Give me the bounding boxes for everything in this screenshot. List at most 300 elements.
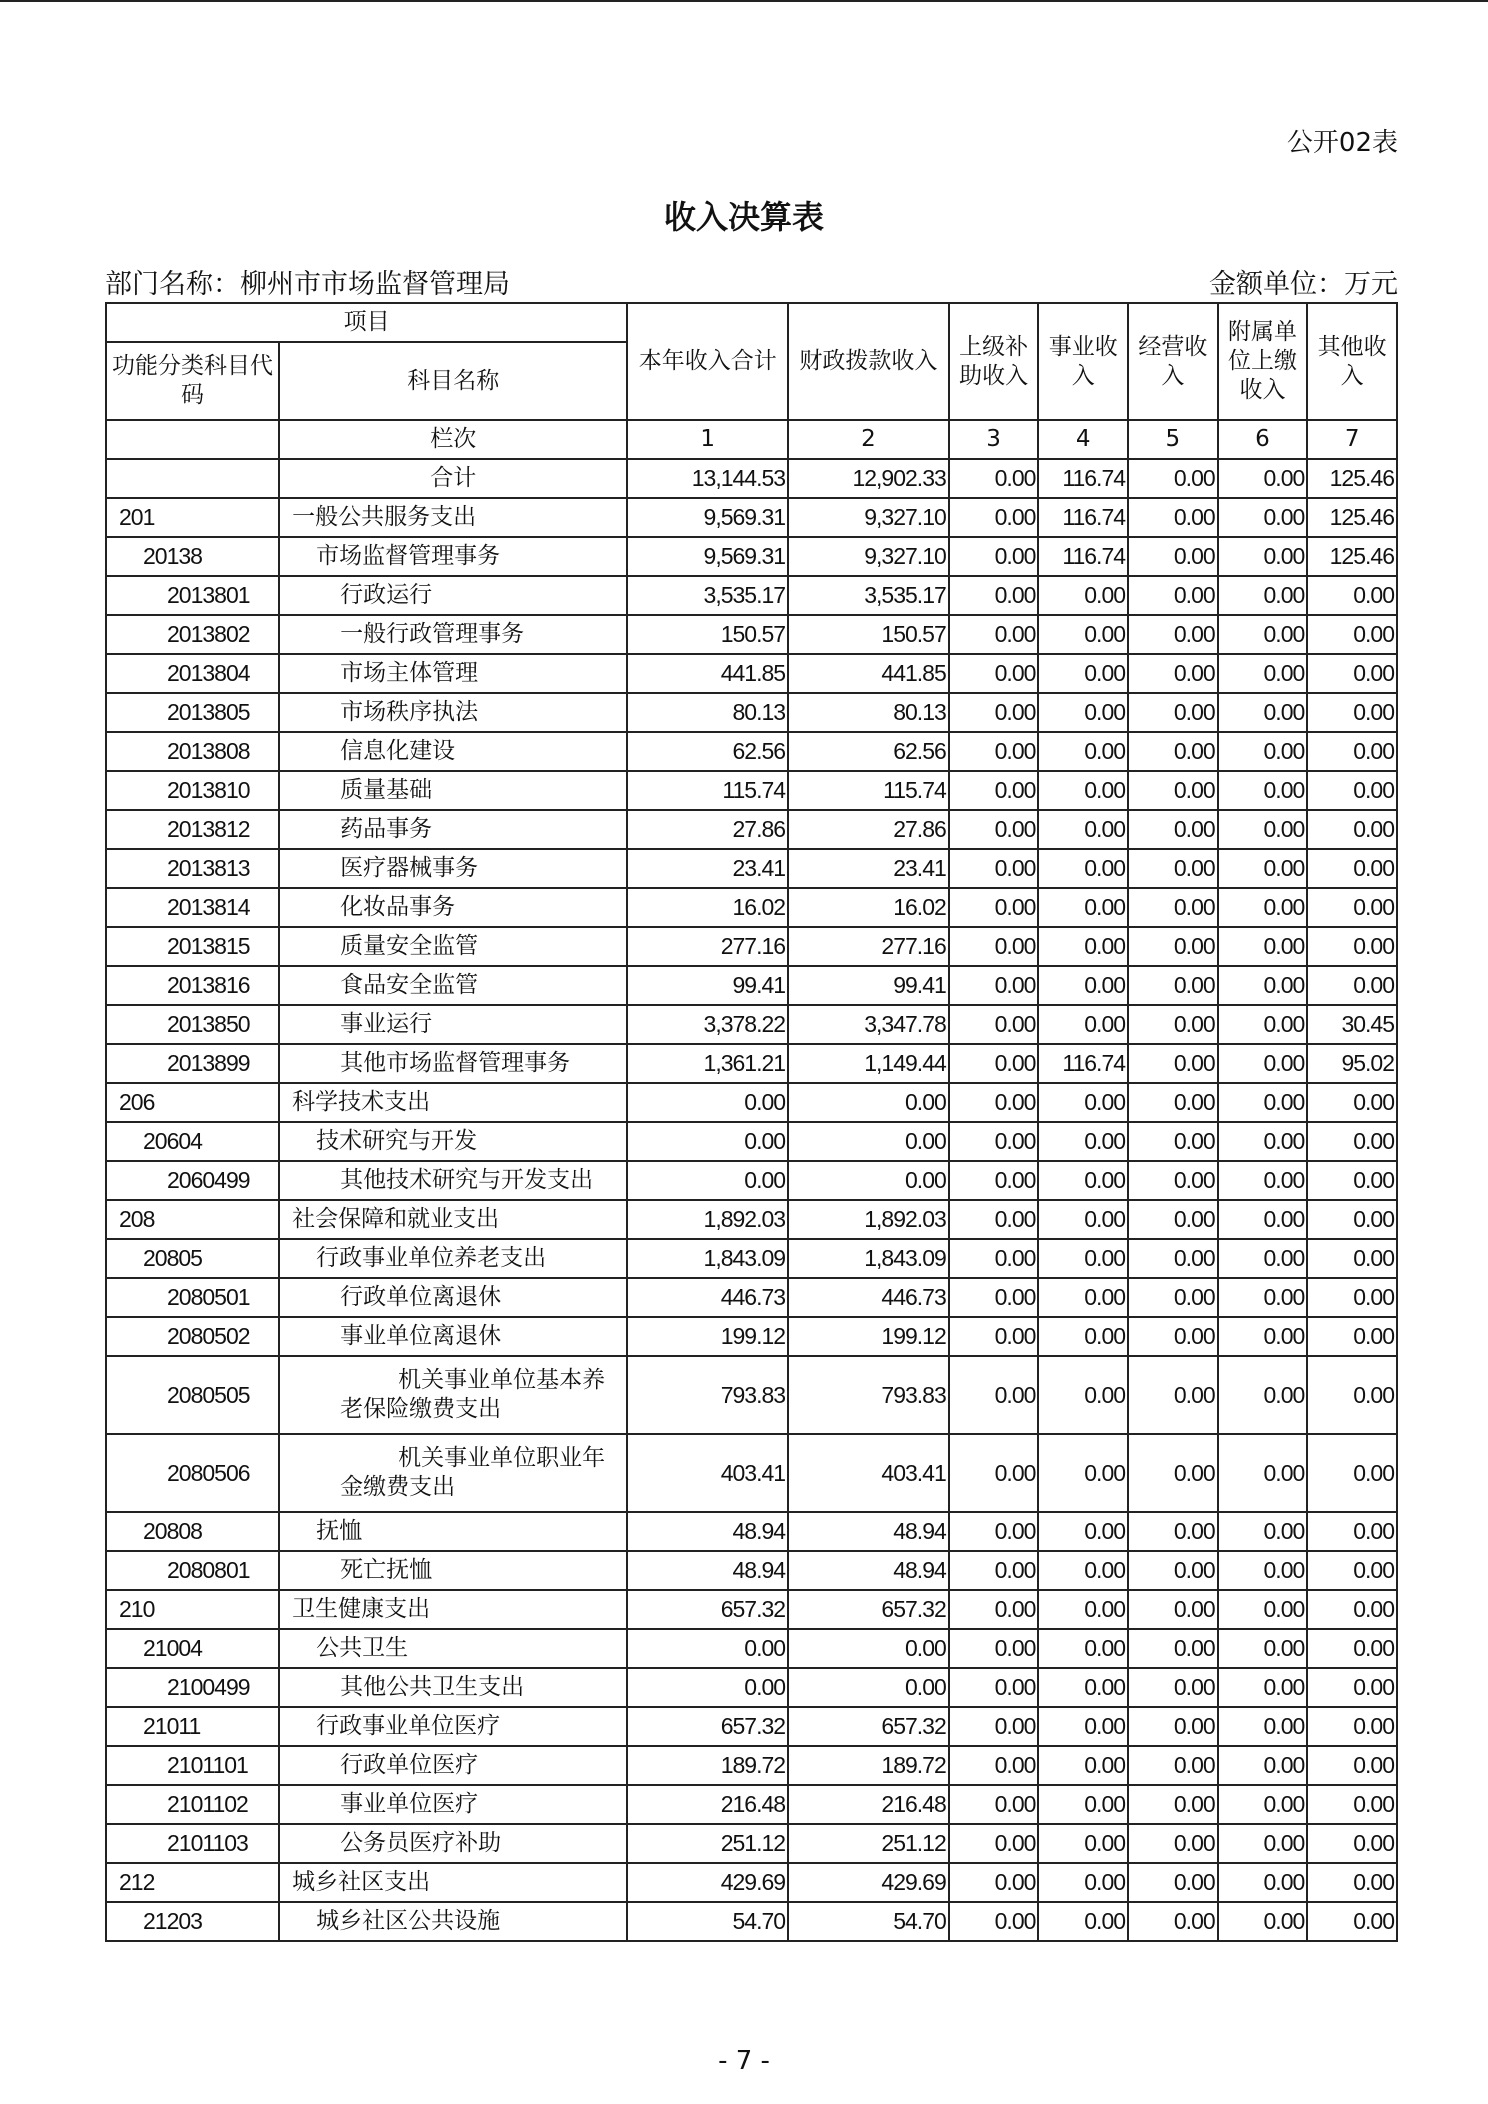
row-name: 卫生健康支出 xyxy=(279,1590,627,1629)
table-row xyxy=(106,1278,1397,1317)
row-code: 21011 xyxy=(106,1707,279,1746)
row-value: 0.00 xyxy=(1038,1083,1128,1122)
row-code: 2080502 xyxy=(106,1317,279,1356)
header-col-2: 财政拨款收入 xyxy=(788,303,949,420)
row-name: 事业单位医疗 xyxy=(279,1785,627,1824)
row-name: 行政单位医疗 xyxy=(279,1746,627,1785)
row-value: 0.00 xyxy=(1128,1317,1218,1356)
row-value: 1,361.21 xyxy=(627,1044,788,1083)
header-col-7: 其他收入 xyxy=(1307,303,1397,420)
index-row xyxy=(106,420,1397,459)
row-value: 0.00 xyxy=(1307,1902,1397,1941)
row-value: 189.72 xyxy=(627,1746,788,1785)
total-value: 0.00 xyxy=(949,459,1039,498)
row-value: 0.00 xyxy=(1038,927,1128,966)
row-value: 0.00 xyxy=(949,1239,1039,1278)
row-name: 城乡社区公共设施 xyxy=(279,1902,627,1941)
row-value: 0.00 xyxy=(1307,1239,1397,1278)
row-value: 0.00 xyxy=(949,1785,1039,1824)
row-value: 150.57 xyxy=(788,615,949,654)
row-value: 0.00 xyxy=(1218,927,1308,966)
row-value: 657.32 xyxy=(627,1707,788,1746)
row-value: 0.00 xyxy=(1128,888,1218,927)
row-value: 0.00 xyxy=(1038,1317,1128,1356)
row-value: 116.74 xyxy=(1038,1044,1128,1083)
row-value: 0.00 xyxy=(1307,966,1397,1005)
row-value: 48.94 xyxy=(627,1512,788,1551)
row-name: 机关事业单位职业年金缴费支出 xyxy=(279,1434,627,1512)
table-row xyxy=(106,654,1397,693)
row-value: 0.00 xyxy=(1038,1200,1128,1239)
row-value: 30.45 xyxy=(1307,1005,1397,1044)
row-code: 2013804 xyxy=(106,654,279,693)
row-value: 0.00 xyxy=(1218,1044,1308,1083)
row-value: 125.46 xyxy=(1307,498,1397,537)
row-code: 2101102 xyxy=(106,1785,279,1824)
row-name: 社会保障和就业支出 xyxy=(279,1200,627,1239)
table-row xyxy=(106,888,1397,927)
row-value: 793.83 xyxy=(627,1356,788,1434)
row-value: 0.00 xyxy=(1038,1629,1128,1668)
row-value: 0.00 xyxy=(1218,966,1308,1005)
total-empty xyxy=(106,459,279,498)
row-code: 2013801 xyxy=(106,576,279,615)
row-value: 3,535.17 xyxy=(627,576,788,615)
row-value: 277.16 xyxy=(627,927,788,966)
row-value: 0.00 xyxy=(627,1668,788,1707)
row-value: 0.00 xyxy=(1128,1902,1218,1941)
total-value: 125.46 xyxy=(1307,459,1397,498)
row-value: 0.00 xyxy=(1128,771,1218,810)
table-row xyxy=(106,1122,1397,1161)
row-value: 0.00 xyxy=(1218,771,1308,810)
row-value: 0.00 xyxy=(1038,1707,1128,1746)
row-value: 0.00 xyxy=(1218,1239,1308,1278)
row-value: 23.41 xyxy=(627,849,788,888)
row-value: 429.69 xyxy=(627,1863,788,1902)
row-value: 0.00 xyxy=(1038,1161,1128,1200)
row-value: 115.74 xyxy=(627,771,788,810)
row-value: 1,892.03 xyxy=(788,1200,949,1239)
row-value: 0.00 xyxy=(1218,1707,1308,1746)
row-value: 0.00 xyxy=(1218,1317,1308,1356)
row-value: 0.00 xyxy=(1218,1746,1308,1785)
index-3: 3 xyxy=(949,420,1039,459)
row-value: 0.00 xyxy=(627,1122,788,1161)
table-row xyxy=(106,849,1397,888)
row-code: 2013802 xyxy=(106,615,279,654)
table-row xyxy=(106,693,1397,732)
row-value: 0.00 xyxy=(949,498,1039,537)
row-code: 2013814 xyxy=(106,888,279,927)
row-value: 0.00 xyxy=(1128,849,1218,888)
table-row xyxy=(106,1668,1397,1707)
row-name: 质量基础 xyxy=(279,771,627,810)
row-value: 9,569.31 xyxy=(627,537,788,576)
row-value: 0.00 xyxy=(949,1356,1039,1434)
row-value: 0.00 xyxy=(949,576,1039,615)
row-name: 抚恤 xyxy=(279,1512,627,1551)
row-value: 0.00 xyxy=(1218,1668,1308,1707)
row-value: 0.00 xyxy=(949,1824,1039,1863)
row-value: 0.00 xyxy=(1307,771,1397,810)
table-row xyxy=(106,1863,1397,1902)
row-value: 0.00 xyxy=(1218,498,1308,537)
row-value: 95.02 xyxy=(1307,1044,1397,1083)
row-value: 0.00 xyxy=(1218,1551,1308,1590)
row-value: 0.00 xyxy=(1038,849,1128,888)
row-value: 0.00 xyxy=(949,810,1039,849)
row-value: 0.00 xyxy=(1218,732,1308,771)
row-value: 0.00 xyxy=(1307,1629,1397,1668)
row-value: 0.00 xyxy=(1218,849,1308,888)
row-value: 0.00 xyxy=(949,693,1039,732)
row-code: 2013816 xyxy=(106,966,279,1005)
row-value: 0.00 xyxy=(1218,1161,1308,1200)
row-value: 0.00 xyxy=(949,927,1039,966)
row-value: 0.00 xyxy=(949,1863,1039,1902)
row-value: 441.85 xyxy=(627,654,788,693)
row-name: 一般公共服务支出 xyxy=(279,498,627,537)
row-value: 0.00 xyxy=(1128,1590,1218,1629)
row-code: 20604 xyxy=(106,1122,279,1161)
row-code: 21203 xyxy=(106,1902,279,1941)
row-code: 2080505 xyxy=(106,1356,279,1434)
row-value: 0.00 xyxy=(1128,1161,1218,1200)
row-value: 9,569.31 xyxy=(627,498,788,537)
total-value: 12,902.33 xyxy=(788,459,949,498)
index-6: 6 xyxy=(1218,420,1308,459)
row-value: 125.46 xyxy=(1307,537,1397,576)
row-value: 0.00 xyxy=(1038,1824,1128,1863)
row-value: 216.48 xyxy=(788,1785,949,1824)
row-value: 0.00 xyxy=(949,1707,1039,1746)
table-row xyxy=(106,498,1397,537)
row-value: 0.00 xyxy=(1038,966,1128,1005)
row-value: 446.73 xyxy=(788,1278,949,1317)
row-value: 23.41 xyxy=(788,849,949,888)
row-code: 20805 xyxy=(106,1239,279,1278)
row-value: 0.00 xyxy=(1128,1044,1218,1083)
row-value: 0.00 xyxy=(949,1629,1039,1668)
row-name: 市场监督管理事务 xyxy=(279,537,627,576)
row-value: 0.00 xyxy=(949,1551,1039,1590)
row-value: 0.00 xyxy=(1128,1629,1218,1668)
table-row xyxy=(106,1317,1397,1356)
row-code: 2100499 xyxy=(106,1668,279,1707)
row-value: 0.00 xyxy=(1307,654,1397,693)
income-table xyxy=(105,302,1398,1942)
table-row xyxy=(106,966,1397,1005)
row-value: 441.85 xyxy=(788,654,949,693)
row-value: 0.00 xyxy=(1128,732,1218,771)
row-value: 0.00 xyxy=(1038,1785,1128,1824)
row-value: 0.00 xyxy=(1307,888,1397,927)
row-value: 793.83 xyxy=(788,1356,949,1434)
row-value: 0.00 xyxy=(1307,1824,1397,1863)
row-name: 其他公共卫生支出 xyxy=(279,1668,627,1707)
index-label: 栏次 xyxy=(279,420,627,459)
row-value: 3,347.78 xyxy=(788,1005,949,1044)
row-value: 0.00 xyxy=(949,1122,1039,1161)
row-name: 其他技术研究与开发支出 xyxy=(279,1161,627,1200)
row-value: 0.00 xyxy=(1218,1824,1308,1863)
table-row xyxy=(106,1044,1397,1083)
index-2: 2 xyxy=(788,420,949,459)
row-value: 0.00 xyxy=(1128,927,1218,966)
row-value: 0.00 xyxy=(1128,1512,1218,1551)
table-row xyxy=(106,1746,1397,1785)
row-value: 0.00 xyxy=(1218,693,1308,732)
row-value: 54.70 xyxy=(788,1902,949,1941)
row-value: 0.00 xyxy=(1038,888,1128,927)
row-value: 0.00 xyxy=(1307,1434,1397,1512)
row-value: 3,378.22 xyxy=(627,1005,788,1044)
row-value: 0.00 xyxy=(788,1083,949,1122)
row-name: 信息化建设 xyxy=(279,732,627,771)
row-value: 0.00 xyxy=(1307,927,1397,966)
row-value: 1,843.09 xyxy=(788,1239,949,1278)
row-value: 0.00 xyxy=(1218,888,1308,927)
table-row xyxy=(106,810,1397,849)
row-code: 208 xyxy=(106,1200,279,1239)
row-value: 0.00 xyxy=(1307,810,1397,849)
table-row xyxy=(106,1590,1397,1629)
row-value: 216.48 xyxy=(627,1785,788,1824)
row-value: 251.12 xyxy=(788,1824,949,1863)
row-value: 0.00 xyxy=(949,732,1039,771)
row-name: 质量安全监管 xyxy=(279,927,627,966)
row-value: 0.00 xyxy=(1128,1863,1218,1902)
row-value: 116.74 xyxy=(1038,537,1128,576)
row-value: 0.00 xyxy=(1128,1824,1218,1863)
row-value: 0.00 xyxy=(1218,615,1308,654)
row-name: 化妆品事务 xyxy=(279,888,627,927)
row-value: 0.00 xyxy=(1038,693,1128,732)
row-value: 1,892.03 xyxy=(627,1200,788,1239)
row-value: 54.70 xyxy=(627,1902,788,1941)
row-value: 0.00 xyxy=(1038,1005,1128,1044)
row-code: 21004 xyxy=(106,1629,279,1668)
row-value: 0.00 xyxy=(1128,615,1218,654)
row-code: 2013810 xyxy=(106,771,279,810)
row-value: 0.00 xyxy=(1218,576,1308,615)
row-value: 0.00 xyxy=(1307,1551,1397,1590)
row-value: 0.00 xyxy=(1307,1707,1397,1746)
row-name: 一般行政管理事务 xyxy=(279,615,627,654)
total-value: 0.00 xyxy=(1128,459,1218,498)
table-row xyxy=(106,1824,1397,1863)
total-value: 13,144.53 xyxy=(627,459,788,498)
row-code: 2013813 xyxy=(106,849,279,888)
table-row xyxy=(106,1902,1397,1941)
row-code: 2013812 xyxy=(106,810,279,849)
header-col-4: 事业收入 xyxy=(1038,303,1128,420)
row-value: 657.32 xyxy=(788,1590,949,1629)
row-value: 0.00 xyxy=(1128,1551,1218,1590)
row-value: 446.73 xyxy=(627,1278,788,1317)
row-value: 0.00 xyxy=(1128,1200,1218,1239)
row-value: 0.00 xyxy=(1307,1122,1397,1161)
row-value: 0.00 xyxy=(627,1629,788,1668)
table-row xyxy=(106,576,1397,615)
index-7: 7 xyxy=(1307,420,1397,459)
row-code: 2013808 xyxy=(106,732,279,771)
row-value: 0.00 xyxy=(1218,1863,1308,1902)
page-number: - 7 - xyxy=(718,2046,770,2076)
row-value: 0.00 xyxy=(1218,1005,1308,1044)
row-value: 0.00 xyxy=(949,1902,1039,1941)
row-value: 0.00 xyxy=(949,1083,1039,1122)
row-value: 0.00 xyxy=(1218,1434,1308,1512)
row-value: 189.72 xyxy=(788,1746,949,1785)
row-value: 0.00 xyxy=(1218,1278,1308,1317)
row-value: 0.00 xyxy=(1128,1434,1218,1512)
row-name: 科学技术支出 xyxy=(279,1083,627,1122)
row-value: 0.00 xyxy=(949,1317,1039,1356)
row-value: 0.00 xyxy=(1038,1863,1128,1902)
row-value: 0.00 xyxy=(1307,1512,1397,1551)
row-value: 0.00 xyxy=(1307,1863,1397,1902)
row-value: 80.13 xyxy=(788,693,949,732)
row-name: 行政运行 xyxy=(279,576,627,615)
row-value: 0.00 xyxy=(627,1083,788,1122)
row-value: 0.00 xyxy=(1218,1083,1308,1122)
row-value: 0.00 xyxy=(949,966,1039,1005)
row-name: 医疗器械事务 xyxy=(279,849,627,888)
row-name: 其他市场监督管理事务 xyxy=(279,1044,627,1083)
row-value: 0.00 xyxy=(1128,1005,1218,1044)
row-value: 0.00 xyxy=(1038,1278,1128,1317)
row-code: 206 xyxy=(106,1083,279,1122)
row-code: 2101103 xyxy=(106,1824,279,1863)
row-value: 0.00 xyxy=(949,1161,1039,1200)
row-value: 0.00 xyxy=(1038,1512,1128,1551)
row-value: 27.86 xyxy=(627,810,788,849)
row-value: 0.00 xyxy=(1307,1590,1397,1629)
row-value: 0.00 xyxy=(1128,966,1218,1005)
row-value: 0.00 xyxy=(1128,576,1218,615)
row-value: 0.00 xyxy=(1307,1083,1397,1122)
table-row xyxy=(106,1200,1397,1239)
row-code: 212 xyxy=(106,1863,279,1902)
row-value: 0.00 xyxy=(1038,1239,1128,1278)
row-value: 0.00 xyxy=(1038,810,1128,849)
row-value: 0.00 xyxy=(1128,1785,1218,1824)
row-code: 2013815 xyxy=(106,927,279,966)
row-value: 0.00 xyxy=(949,615,1039,654)
row-value: 0.00 xyxy=(949,771,1039,810)
row-value: 0.00 xyxy=(1128,810,1218,849)
row-value: 9,327.10 xyxy=(788,537,949,576)
row-value: 0.00 xyxy=(1307,1278,1397,1317)
row-value: 0.00 xyxy=(1218,1902,1308,1941)
row-value: 99.41 xyxy=(788,966,949,1005)
index-empty xyxy=(106,420,279,459)
row-value: 0.00 xyxy=(1038,576,1128,615)
row-value: 0.00 xyxy=(1307,576,1397,615)
row-name: 行政事业单位医疗 xyxy=(279,1707,627,1746)
row-value: 199.12 xyxy=(788,1317,949,1356)
index-4: 4 xyxy=(1038,420,1128,459)
row-code: 2080501 xyxy=(106,1278,279,1317)
row-value: 0.00 xyxy=(1128,498,1218,537)
table-row xyxy=(106,537,1397,576)
table-row xyxy=(106,1239,1397,1278)
table-row xyxy=(106,615,1397,654)
row-value: 48.94 xyxy=(788,1551,949,1590)
row-name: 机关事业单位基本养老保险缴费支出 xyxy=(279,1356,627,1434)
table-row xyxy=(106,1512,1397,1551)
page-title: 收入决算表 xyxy=(663,198,824,236)
row-value: 0.00 xyxy=(1307,693,1397,732)
row-value: 0.00 xyxy=(1218,1122,1308,1161)
row-value: 199.12 xyxy=(627,1317,788,1356)
row-name: 公务员医疗补助 xyxy=(279,1824,627,1863)
row-name: 药品事务 xyxy=(279,810,627,849)
row-value: 0.00 xyxy=(1128,693,1218,732)
row-value: 0.00 xyxy=(1128,1707,1218,1746)
row-value: 80.13 xyxy=(627,693,788,732)
amount-unit: 金额单位：万元 xyxy=(1209,269,1398,300)
row-value: 0.00 xyxy=(1307,1200,1397,1239)
row-value: 251.12 xyxy=(627,1824,788,1863)
header-col-5: 经营收入 xyxy=(1128,303,1218,420)
row-value: 0.00 xyxy=(1038,1122,1128,1161)
row-name: 食品安全监管 xyxy=(279,966,627,1005)
row-value: 0.00 xyxy=(1307,1356,1397,1434)
row-value: 0.00 xyxy=(788,1629,949,1668)
index-5: 5 xyxy=(1128,420,1218,459)
row-name: 死亡抚恤 xyxy=(279,1551,627,1590)
row-name: 公共卫生 xyxy=(279,1629,627,1668)
row-code: 20138 xyxy=(106,537,279,576)
row-value: 0.00 xyxy=(949,654,1039,693)
row-value: 403.41 xyxy=(627,1434,788,1512)
row-name: 事业单位离退休 xyxy=(279,1317,627,1356)
row-value: 0.00 xyxy=(1218,810,1308,849)
row-value: 0.00 xyxy=(1307,1161,1397,1200)
row-name: 技术研究与开发 xyxy=(279,1122,627,1161)
row-value: 0.00 xyxy=(1218,1629,1308,1668)
row-value: 150.57 xyxy=(627,615,788,654)
row-value: 0.00 xyxy=(1128,1239,1218,1278)
row-value: 0.00 xyxy=(1218,1590,1308,1629)
row-value: 0.00 xyxy=(1218,1785,1308,1824)
row-value: 0.00 xyxy=(788,1122,949,1161)
row-value: 27.86 xyxy=(788,810,949,849)
row-value: 0.00 xyxy=(1307,732,1397,771)
total-value: 0.00 xyxy=(1218,459,1308,498)
table-row xyxy=(106,771,1397,810)
row-value: 0.00 xyxy=(949,537,1039,576)
row-value: 1,843.09 xyxy=(627,1239,788,1278)
row-value: 0.00 xyxy=(949,1590,1039,1629)
row-value: 0.00 xyxy=(949,1044,1039,1083)
row-value: 0.00 xyxy=(1218,537,1308,576)
row-value: 48.94 xyxy=(627,1551,788,1590)
row-value: 657.32 xyxy=(627,1590,788,1629)
row-code: 2013899 xyxy=(106,1044,279,1083)
row-code: 2101101 xyxy=(106,1746,279,1785)
row-value: 403.41 xyxy=(788,1434,949,1512)
table-row xyxy=(106,1785,1397,1824)
table-row xyxy=(106,1629,1397,1668)
row-value: 0.00 xyxy=(1307,1668,1397,1707)
row-value: 0.00 xyxy=(949,1434,1039,1512)
row-value: 0.00 xyxy=(949,1278,1039,1317)
row-name: 市场秩序执法 xyxy=(279,693,627,732)
